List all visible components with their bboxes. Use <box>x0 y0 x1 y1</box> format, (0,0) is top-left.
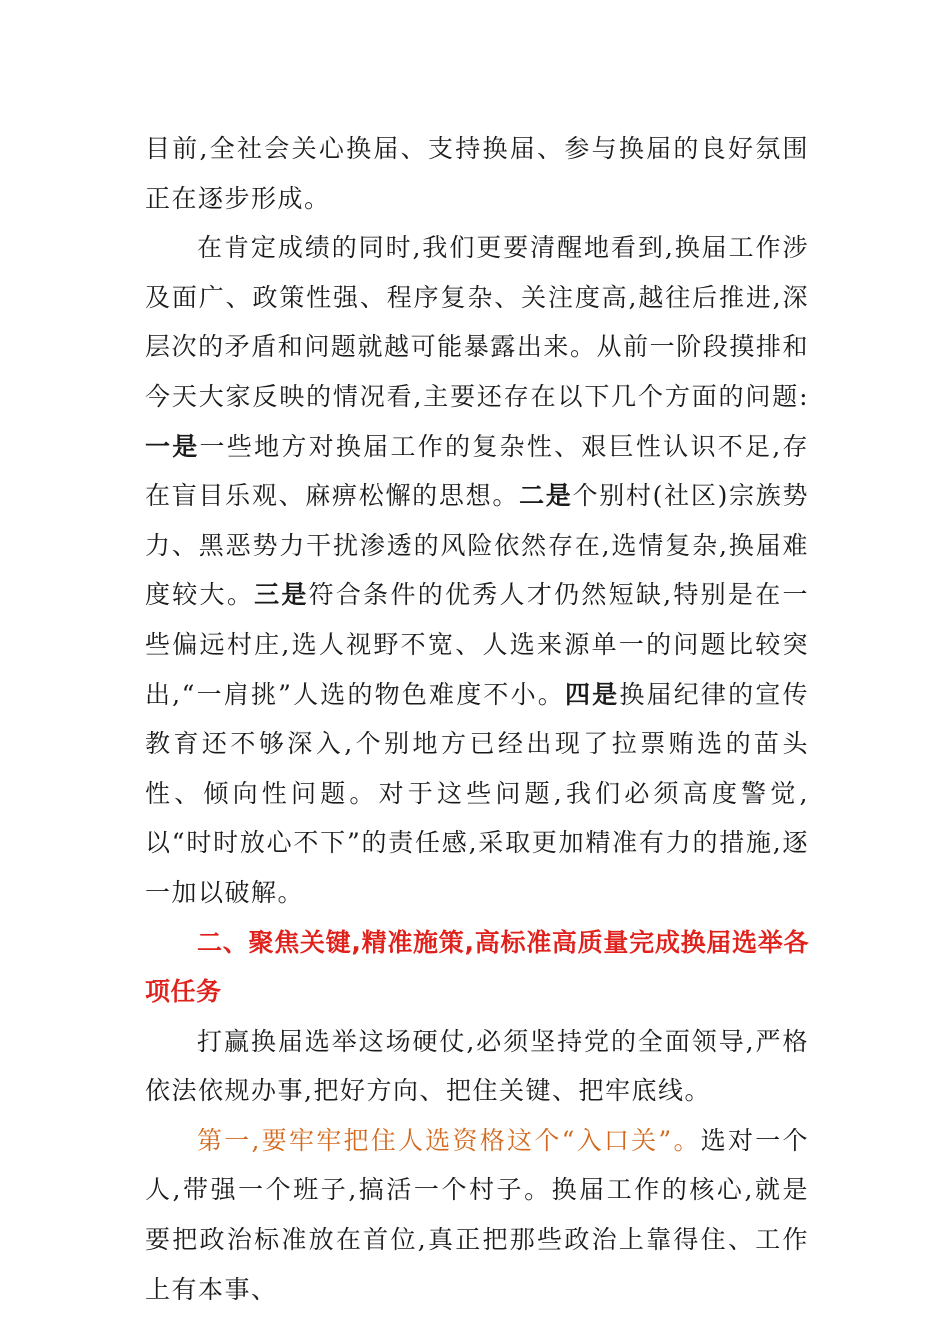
paragraph-continued: 目前,全社会关心换届、支持换届、参与换届的良好氛围正在逐步形成。 <box>145 134 809 213</box>
section-heading: 二、聚焦关键,精准施策,高标准高质量完成换届选举各项任务 <box>145 927 809 1007</box>
problem-second: 个别村(社区)宗族势力、黑恶势力干扰渗透的风险依然存在,选情复杂,换届难度较大。 <box>145 481 809 610</box>
first-point-body: 选对一个人,带强一个班子,搞活一个村子。换届工作的核心,就是要把政治标准放在首位,真正把那些政治上靠得住、工作上有本事、 <box>145 1125 809 1304</box>
paragraph-problems <box>145 223 809 917</box>
paragraph-first-point <box>145 1116 809 1314</box>
problem-third: 符合条件的优秀人才仍然短缺,特别是在一些偏远村庄,选人视野不宽、人选来源单一的问题比较突出,“一肩挑”人选的物色难度不小。 <box>145 580 809 709</box>
keyword-third: 三是 <box>254 580 309 610</box>
problems-intro: 在肯定成绩的同时,我们更要清醒地看到,换届工作涉及面广、政策性强、程序复杂、关注度高,越往后推进,深层次的矛盾和问题就越可能暴露出来。从前一阶段摸排和今天大家反映的情况看,主要还存在以下几个方面的问题: <box>145 233 809 411</box>
document-page <box>145 124 809 1314</box>
problem-fourth: 换届纪律的宣传教育还不够深入,个别地方已经出现了拉票贿选的苗头性、倾向性问题。对于这些问题,我们必须高度警觉,以“时时放心不下”的责任感,采取更加精准有力的措施,逐一加以破解。 <box>145 679 809 907</box>
paragraph-section-intro: 打赢换届选举这场硬仗,必须坚持党的全面领导,严格依法依规办事,把好方向、把住关键、把牢底线。 <box>145 1026 809 1106</box>
keyword-fourth: 四是 <box>564 679 620 709</box>
problem-first: 一些地方对换届工作的复杂性、艰巨性认识不足,存在盲目乐观、麻痹松懈的思想。 <box>145 431 809 511</box>
keyword-first: 一是 <box>145 431 200 461</box>
subheading-first-point: 第一,要牢牢把住人选资格这个“入口关”。 <box>197 1125 701 1155</box>
keyword-second: 二是 <box>519 481 573 511</box>
